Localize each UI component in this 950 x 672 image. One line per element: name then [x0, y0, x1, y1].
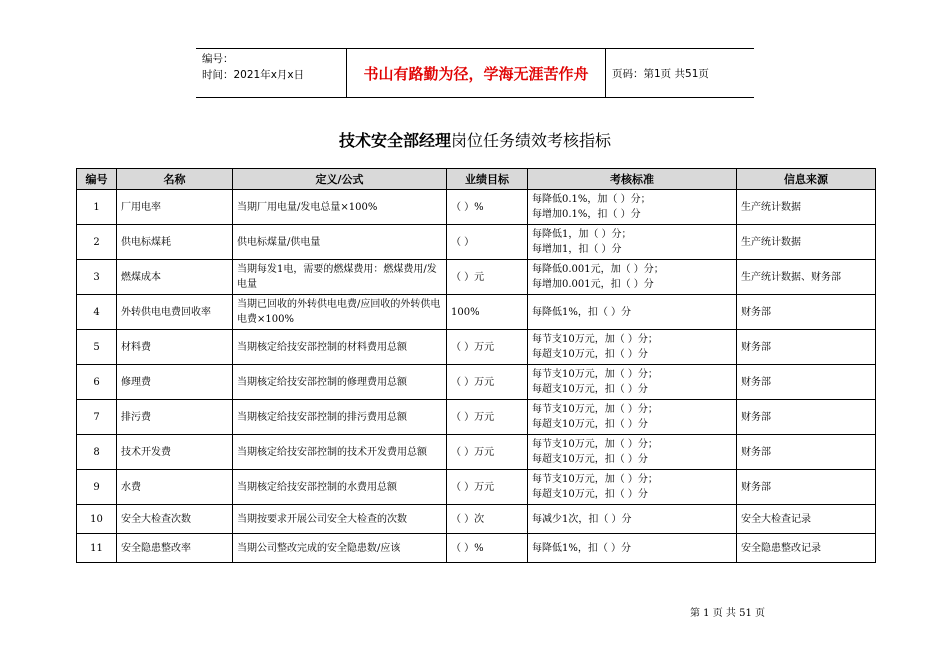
cell-no: 5 [77, 330, 117, 365]
cell-definition: 当期公司整改完成的安全隐患数/应该 [233, 534, 447, 563]
table-row [77, 534, 876, 563]
standard-line-1: 每降低0.001元，加（ ）分； [532, 264, 664, 275]
table-row [77, 190, 876, 225]
cell-source: 财务部 [737, 435, 876, 470]
cell-source: 生产统计数据 [737, 190, 876, 225]
cell-name: 技术开发费 [117, 435, 233, 470]
page-title [0, 128, 950, 151]
cell-source: 财务部 [737, 365, 876, 400]
cell-standard [528, 190, 737, 225]
standard-line-2: 每超支10万元，扣（ ）分 [532, 454, 648, 465]
cell-target: （ ） [447, 225, 528, 260]
cell-target: （ ）万元 [447, 400, 528, 435]
cell-source: 安全大检查记录 [737, 505, 876, 534]
cell-no: 3 [77, 260, 117, 295]
cell-definition: 当期每发1电，需要的燃煤费用：燃煤费用/发电量 [233, 260, 447, 295]
cell-no: 6 [77, 365, 117, 400]
cell-no: 2 [77, 225, 117, 260]
header-meta [196, 49, 347, 97]
col-header-name: 名称 [117, 169, 233, 190]
cell-source: 生产统计数据 [737, 225, 876, 260]
cell-target: （ ）元 [447, 260, 528, 295]
standard-line-1: 每减少1次，扣（ ）分 [532, 513, 632, 525]
cell-target: （ ）% [447, 534, 528, 563]
standard-line-2: 每超支10万元，扣（ ）分 [532, 349, 648, 360]
cell-standard [528, 505, 737, 534]
cell-target: （ ）次 [447, 505, 528, 534]
cell-target: （ ）万元 [447, 365, 528, 400]
table-row [77, 435, 876, 470]
standard-line-2: 每超支10万元，扣（ ）分 [532, 419, 648, 430]
title-bold: 技术安全部经理 [338, 131, 451, 150]
cell-source: 生产统计数据、财务部 [737, 260, 876, 295]
col-header-definition: 定义/公式 [233, 169, 447, 190]
cell-standard [528, 260, 737, 295]
cell-standard [528, 435, 737, 470]
standard-line-1: 每节支10万元，加（ ）分； [532, 474, 658, 485]
cell-name: 安全大检查次数 [117, 505, 233, 534]
table-row [77, 400, 876, 435]
cell-definition: 当期核定给技安部控制的修理费用总额 [233, 365, 447, 400]
cell-standard [528, 534, 737, 563]
table-row [77, 295, 876, 330]
cell-name: 排污费 [117, 400, 233, 435]
table-row [77, 365, 876, 400]
cell-source: 财务部 [737, 295, 876, 330]
table-row [77, 330, 876, 365]
cell-target: （ ）% [447, 190, 528, 225]
cell-definition: 当期厂用电量/发电总量×100% [233, 190, 447, 225]
cell-standard [528, 295, 737, 330]
cell-definition: 供电标煤量/供电量 [233, 225, 447, 260]
page-footer: 第 1 页 共 51 页 [690, 608, 765, 619]
table-row [77, 470, 876, 505]
cell-target: （ ）万元 [447, 470, 528, 505]
col-header-standard: 考核标准 [528, 169, 737, 190]
standard-line-2: 每超支10万元，扣（ ）分 [532, 384, 648, 395]
cell-no: 10 [77, 505, 117, 534]
cell-no: 7 [77, 400, 117, 435]
cell-target: （ ）万元 [447, 435, 528, 470]
cell-definition: 当期核定给技安部控制的材料费用总额 [233, 330, 447, 365]
cell-name: 材料费 [117, 330, 233, 365]
cell-no: 1 [77, 190, 117, 225]
title-rest: 岗位任务绩效考核指标 [451, 131, 612, 150]
cell-standard [528, 470, 737, 505]
standard-line-2: 每增加0.001元，扣（ ）分 [532, 279, 654, 290]
cell-name: 供电标煤耗 [117, 225, 233, 260]
kpi-table [76, 168, 876, 563]
standard-line-1: 每降低0.1%，加（ ）分； [532, 194, 651, 205]
cell-definition: 当期核定给技安部控制的水费用总额 [233, 470, 447, 505]
motto: 书山有路勤为径，学海无涯苦作舟 [347, 49, 606, 97]
standard-line-2: 每增加1，扣（ ）分 [532, 244, 622, 255]
cell-source: 财务部 [737, 400, 876, 435]
cell-definition: 当期核定给技安部控制的排污费用总额 [233, 400, 447, 435]
standard-line-2: 每超支10万元，扣（ ）分 [532, 489, 648, 500]
standard-line-1: 每节支10万元，加（ ）分； [532, 369, 658, 380]
cell-definition: 当期核定给技安部控制的技术开发费用总额 [233, 435, 447, 470]
cell-name: 外转供电电费回收率 [117, 295, 233, 330]
cell-name: 水费 [117, 470, 233, 505]
cell-target: （ ）万元 [447, 330, 528, 365]
table-row [77, 260, 876, 295]
standard-line-1: 每降低1，加（ ）分； [532, 229, 632, 240]
standard-line-1: 每节支10万元，加（ ）分； [532, 439, 658, 450]
cell-source: 安全隐患整改记录 [737, 534, 876, 563]
col-header-no: 编号 [77, 169, 117, 190]
cell-definition: 当期按要求开展公司安全大检查的次数 [233, 505, 447, 534]
table-row [77, 225, 876, 260]
cell-target: 100% [447, 295, 528, 330]
table-row [77, 505, 876, 534]
cell-name: 修理费 [117, 365, 233, 400]
cell-no: 8 [77, 435, 117, 470]
date-label: 时间：2021年x月x日 [202, 69, 305, 81]
col-header-target: 业绩目标 [447, 169, 528, 190]
cell-no: 11 [77, 534, 117, 563]
cell-no: 4 [77, 295, 117, 330]
cell-no: 9 [77, 470, 117, 505]
cell-name: 安全隐患整改率 [117, 534, 233, 563]
standard-line-1: 每降低1%，扣（ ）分 [532, 306, 632, 318]
cell-definition: 当期已回收的外转供电电费/应回收的外转供电电费×100% [233, 295, 447, 330]
table-header-row [77, 169, 876, 190]
standard-line-2: 每增加0.1%，扣（ ）分 [532, 209, 641, 220]
cell-standard [528, 400, 737, 435]
doc-number-label: 编号： [202, 53, 234, 65]
col-header-source: 信息来源 [737, 169, 876, 190]
standard-line-1: 每降低1%，扣（ ）分 [532, 542, 632, 554]
standard-line-1: 每节支10万元，加（ ）分； [532, 404, 658, 415]
cell-source: 财务部 [737, 470, 876, 505]
cell-name: 厂用电率 [117, 190, 233, 225]
cell-source: 财务部 [737, 330, 876, 365]
cell-standard [528, 330, 737, 365]
cell-standard [528, 225, 737, 260]
cell-name: 燃煤成本 [117, 260, 233, 295]
page-label: 页码：第1页 共51页 [612, 67, 709, 80]
standard-line-1: 每节支10万元，加（ ）分； [532, 334, 658, 345]
cell-standard [528, 365, 737, 400]
page-header [196, 48, 754, 98]
